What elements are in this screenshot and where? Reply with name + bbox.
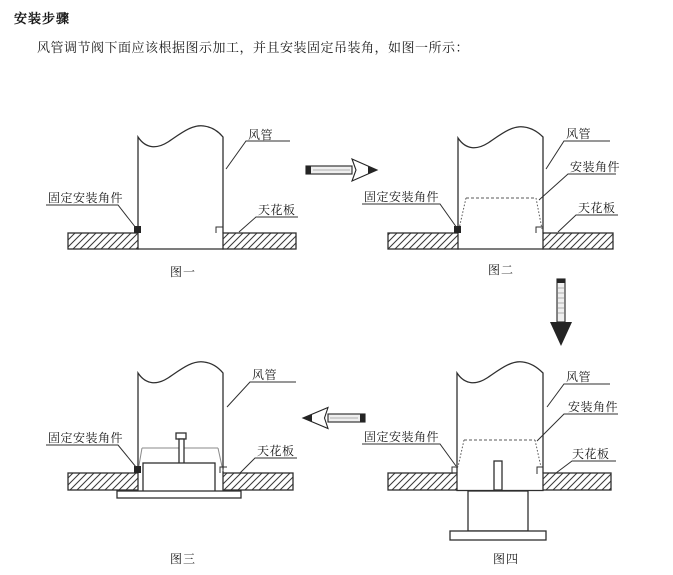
fixed-bracket-left xyxy=(134,466,141,473)
mounting-plate xyxy=(117,491,241,498)
arrow-right-icon xyxy=(306,159,377,181)
bracket-trapezoid-right xyxy=(535,440,541,467)
ceiling-left xyxy=(388,473,457,490)
figure-2 xyxy=(362,127,620,277)
bracket-label: 安装角件 xyxy=(568,400,619,414)
ceiling-right xyxy=(223,233,296,249)
ceiling-label: 天花板 xyxy=(578,201,616,215)
fixed-bracket-callout-line xyxy=(362,444,456,466)
figure-4 xyxy=(362,362,618,566)
ceiling-left xyxy=(388,233,458,249)
duct-label: 风管 xyxy=(566,370,592,384)
diffuser-neck xyxy=(468,491,528,531)
figure-3-caption: 图三 xyxy=(170,552,197,566)
fixed-bracket-right xyxy=(537,467,543,474)
ceiling-label: 天花板 xyxy=(258,203,296,217)
figure-3 xyxy=(46,362,297,566)
duct-outline xyxy=(457,362,543,472)
ceiling-right xyxy=(543,233,613,249)
bracket-callout-line xyxy=(539,174,616,200)
fixed-bracket-callout-line xyxy=(46,205,136,228)
ceiling-left xyxy=(68,233,138,249)
ceiling-right xyxy=(543,473,611,490)
duct-label: 风管 xyxy=(248,128,274,142)
duct-outline xyxy=(458,127,543,232)
bracket-label: 安装角件 xyxy=(570,160,621,174)
duct-callout-line xyxy=(226,141,290,169)
ceiling-callout-line xyxy=(239,217,298,232)
ceiling-label: 天花板 xyxy=(572,447,610,461)
ceiling-label: 天花板 xyxy=(257,444,295,458)
ceiling-right xyxy=(223,473,293,490)
fixed-bracket-right xyxy=(536,227,543,233)
fixed-bracket-label: 固定安装角件 xyxy=(48,191,124,205)
bracket-trapezoid-left xyxy=(459,198,466,229)
duct-callout-line xyxy=(227,382,296,407)
locating-pin-cap xyxy=(176,433,186,439)
arrow-left-icon xyxy=(303,408,365,429)
fixed-bracket-label: 固定安装角件 xyxy=(48,431,124,445)
fixed-bracket-left xyxy=(454,226,461,233)
bracket-trapezoid-left xyxy=(458,440,464,467)
fixed-bracket-label: 固定安装角件 xyxy=(364,190,440,204)
ceiling-callout-line xyxy=(240,458,297,473)
figure-1 xyxy=(46,126,298,279)
page-title: 安装步骤 xyxy=(14,11,71,26)
figure-4-caption: 图四 xyxy=(493,552,520,566)
figure-1-caption: 图一 xyxy=(170,265,197,279)
duct-label: 风管 xyxy=(566,127,592,141)
duct-label: 风管 xyxy=(252,368,278,382)
ceiling-callout-line xyxy=(556,461,616,473)
ceiling-callout-line xyxy=(558,215,618,232)
intro-text: 风管调节阀下面应该根据图示加工，并且安装固定吊装角，如图一所示： xyxy=(37,40,470,55)
duct-outline xyxy=(138,126,223,232)
fixed-bracket-right xyxy=(216,227,223,233)
arrow-down-icon xyxy=(550,279,572,346)
diffuser-flange xyxy=(450,531,546,540)
damper-body xyxy=(143,463,215,492)
locating-pin xyxy=(179,439,184,465)
bracket-callout-line xyxy=(537,414,618,441)
ceiling-left xyxy=(68,473,138,490)
bracket-trapezoid-right xyxy=(536,198,542,229)
fixed-bracket-label: 固定安装角件 xyxy=(364,430,440,444)
figure-2-caption: 图二 xyxy=(488,263,515,277)
fixed-bracket-callout-line xyxy=(362,204,457,228)
locating-pin xyxy=(494,461,502,490)
fixed-bracket-callout-line xyxy=(46,445,136,467)
